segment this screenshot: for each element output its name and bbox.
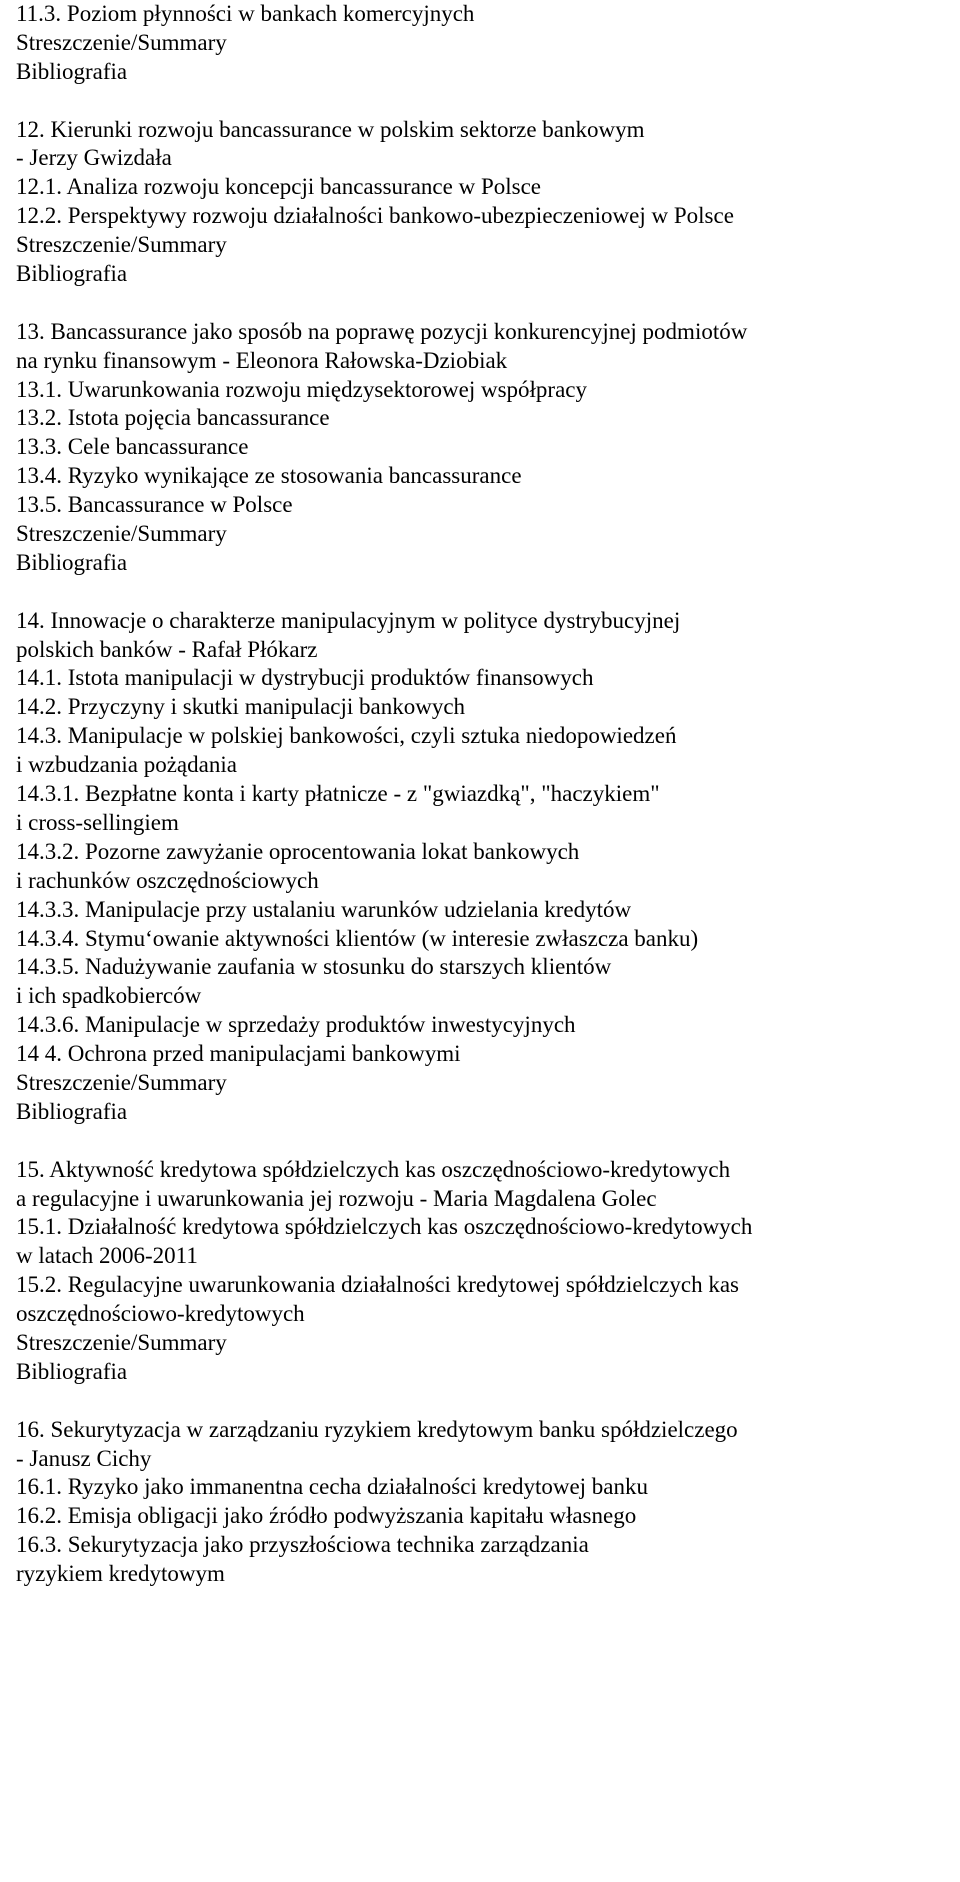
toc-line: 14.1. Istota manipulacji w dystrybucji produktów finansowych <box>16 665 594 691</box>
toc-line: Bibliografia <box>16 1358 128 1384</box>
toc-line: 15.2. Regulacyjne uwarunkowania działalności kredytowej spółdzielczych kas <box>16 1272 739 1298</box>
toc-line: Streszczenie/Summary <box>16 232 227 258</box>
blank-line <box>16 289 956 318</box>
toc-line: 12. Kierunki rozwoju bancassurance w polskim sektorze bankowym <box>16 116 645 142</box>
toc-line: w latach 2006-2011 <box>16 1243 198 1269</box>
toc-line: 15. Aktywność kredytowa spółdzielczych kas oszczędnościowo-kredytowych <box>16 1156 731 1182</box>
toc-line: 13. Bancassurance jako sposób na poprawę pozycji konkurencyjnej podmiotów <box>16 318 748 344</box>
toc-line: 14.3.3. Manipulacje przy ustalaniu warunków udzielania kredytów <box>16 896 632 922</box>
toc-line: 14.3.2. Pozorne zawyżanie oprocentowania lokat bankowych <box>16 838 580 864</box>
blank-line <box>16 1127 956 1156</box>
blank-line <box>16 578 956 607</box>
toc-line: Bibliografia <box>16 549 128 575</box>
toc-line: 13.5. Bancassurance w Polsce <box>16 492 293 518</box>
toc-line: 16.1. Ryzyko jako immanentna cecha działalności kredytowej banku <box>16 1474 649 1500</box>
toc-line: na rynku finansowym - Eleonora Rałowska-Dziobiak <box>16 347 508 373</box>
toc-line: 13.4. Ryzyko wynikające ze stosowania bancassurance <box>16 463 522 489</box>
toc-line: Bibliografia <box>16 261 128 287</box>
toc-line: - Janusz Cichy <box>16 1445 152 1471</box>
toc-line: 16.2. Emisja obligacji jako źródło podwyższania kapitału własnego <box>16 1503 637 1529</box>
toc-line: 13.3. Cele bancassurance <box>16 434 249 460</box>
toc-line: 14.3. Manipulacje w polskiej bankowości, czyli sztuka niedopowiedzeń <box>16 723 677 749</box>
toc-line: - Jerzy Gwizdała <box>16 145 172 171</box>
toc-line: Bibliografia <box>16 1098 128 1124</box>
toc-line: 11.3. Poziom płynności w bankach komercyjnych <box>16 1 475 26</box>
toc-line: a regulacyjne i uwarunkowania jej rozwoju - Maria Magdalena Golec <box>16 1185 657 1211</box>
toc-line: 12.2. Perspektywy rozwoju działalności bankowo-ubezpieczeniowej w Polsce <box>16 203 734 229</box>
toc-line: 13.1. Uwarunkowania rozwoju międzysektorowej współpracy <box>16 376 588 402</box>
toc-line: ryzykiem kredytowym <box>16 1561 225 1587</box>
toc-line: 14.3.1. Bezpłatne konta i karty płatnicze - z "gwiazdką", "haczykiem" <box>16 781 660 807</box>
toc-line: 12.1. Analiza rozwoju koncepcji bancassurance w Polsce <box>16 174 541 200</box>
toc-line: i rachunków oszczędnościowych <box>16 867 319 893</box>
toc-line: 13.2. Istota pojęcia bancassurance <box>16 405 330 431</box>
toc-line: Streszczenie/Summary <box>16 1069 227 1095</box>
toc-line: Bibliografia <box>16 58 128 84</box>
toc-line: i cross-sellingiem <box>16 809 179 835</box>
toc-line: 16.3. Sekurytyzacja jako przyszłościowa technika zarządzania <box>16 1532 589 1558</box>
toc-line: 14.3.4. Stymu‘owanie aktywności klientów (w interesie zwłaszcza banku) <box>16 925 699 951</box>
toc-line: 14 4. Ochrona przed manipulacjami bankowymi <box>16 1041 461 1067</box>
toc-line: 16. Sekurytyzacja w zarządzaniu ryzykiem kredytowym banku spółdzielczego <box>16 1416 738 1442</box>
toc-line: polskich banków - Rafał Płókarz <box>16 636 318 662</box>
toc-line: 14.3.6. Manipulacje w sprzedaży produktów inwestycyjnych <box>16 1012 576 1038</box>
blank-line <box>16 87 956 116</box>
toc-line: 14.2. Przyczyny i skutki manipulacji bankowych <box>16 694 466 720</box>
toc-line: Streszczenie/Summary <box>16 521 227 547</box>
toc-line: 14.3.5. Nadużywanie zaufania w stosunku do starszych klientów <box>16 954 612 980</box>
toc-line: 14. Innowacje o charakterze manipulacyjnym w polityce dystrybucyjnej <box>16 607 681 633</box>
toc-line: 15.1. Działalność kredytowa spółdzielczych kas oszczędnościowo-kredytowych <box>16 1214 753 1240</box>
toc-line: oszczędnościowo-kredytowych <box>16 1301 305 1327</box>
toc-line: i wzbudzania pożądania <box>16 752 237 778</box>
blank-line <box>16 1387 956 1416</box>
table-of-contents <box>16 0 956 1589</box>
toc-line: Streszczenie/Summary <box>16 1329 227 1355</box>
toc-line: i ich spadkobierców <box>16 983 202 1009</box>
toc-line: Streszczenie/Summary <box>16 29 227 55</box>
